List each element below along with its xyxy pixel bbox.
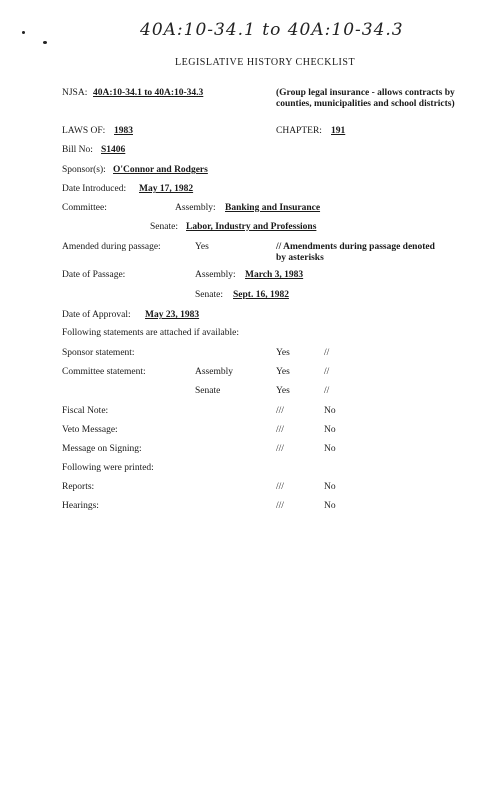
amended-label: Amended during passage: (62, 242, 161, 252)
committee-senate-label: Senate: (150, 222, 178, 232)
printed-heading: Following were printed: (62, 463, 154, 473)
sponsors-value: O'Connor and Rodgers (113, 165, 208, 175)
committee-assembly-label: Assembly: (175, 203, 216, 213)
veto-message-no: No (324, 425, 336, 435)
date-introduced-label: Date Introduced: (62, 184, 127, 194)
committee-statement-label: Committee statement: (62, 367, 146, 377)
sponsor-statement-label: Sponsor statement: (62, 348, 135, 358)
passage-senate-label: Senate: (195, 290, 223, 300)
stray-mark (43, 41, 47, 44)
reports-label: Reports: (62, 482, 95, 492)
fiscal-note-label: Fiscal Note: (62, 406, 109, 416)
committee-statement-assembly-yes: Yes (276, 367, 290, 377)
hearings-yes: /// (276, 501, 284, 511)
bill-no-value: S1406 (101, 145, 126, 155)
statements-heading: Following statements are attached if available: (62, 328, 240, 338)
committee-assembly-value: Banking and Insurance (225, 203, 321, 213)
passage-assembly-value: March 3, 1983 (245, 270, 304, 280)
chapter-value: 191 (331, 126, 346, 136)
document-title: LEGISLATIVE HISTORY CHECKLIST (175, 57, 356, 68)
reports-no: No (324, 482, 336, 492)
passage-assembly-label: Assembly: (195, 270, 236, 280)
committee-statement-senate-label: Senate (195, 386, 221, 396)
fiscal-note-no: No (324, 406, 336, 416)
committee-statement-assembly-label: Assembly (195, 367, 233, 377)
committee-label: Committee: (62, 203, 107, 213)
njsa-value: 40A:10-34.1 to 40A:10-34.3 (93, 88, 204, 98)
message-on-signing-label: Message on Signing: (62, 444, 142, 454)
amended-note: // Amendments during passage denoted by asterisks (276, 242, 435, 263)
hearings-label: Hearings: (62, 501, 99, 511)
veto-message-label: Veto Message: (62, 425, 118, 435)
chapter-label: CHAPTER: (276, 126, 322, 136)
laws-of-value: 1983 (114, 126, 133, 136)
hearings-no: No (324, 501, 336, 511)
sponsor-statement-no: // (324, 348, 330, 358)
njsa-note: (Group legal insurance - allows contracts by counties, municipalities and school districts) (276, 88, 455, 109)
committee-statement-senate-no: // (324, 386, 330, 396)
sponsor-statement-yes: Yes (276, 348, 290, 358)
passage-senate-value: Sept. 16, 1982 (233, 290, 289, 300)
date-of-passage-label: Date of Passage: (62, 270, 126, 280)
laws-of-label: LAWS OF: (62, 126, 106, 136)
bill-no-label: Bill No: (62, 145, 93, 155)
message-on-signing-no: No (324, 444, 336, 454)
date-of-approval-label: Date of Approval: (62, 310, 131, 320)
amended-value: Yes (195, 242, 209, 252)
date-of-approval-value: May 23, 1983 (145, 310, 200, 320)
reports-yes: /// (276, 482, 284, 492)
committee-statement-assembly-no: // (324, 367, 330, 377)
committee-statement-senate-yes: Yes (276, 386, 290, 396)
committee-senate-value: Labor, Industry and Professions (186, 222, 317, 232)
njsa-label: NJSA: (62, 88, 88, 98)
veto-message-yes: /// (276, 425, 284, 435)
handwritten-header: 40A:10-34.1 to 40A:10-34.3 (140, 20, 404, 40)
stray-mark (22, 31, 25, 34)
message-on-signing-yes: /// (276, 444, 284, 454)
sponsors-label: Sponsor(s): (62, 165, 106, 175)
fiscal-note-yes: /// (276, 406, 284, 416)
date-introduced-value: May 17, 1982 (139, 184, 194, 194)
